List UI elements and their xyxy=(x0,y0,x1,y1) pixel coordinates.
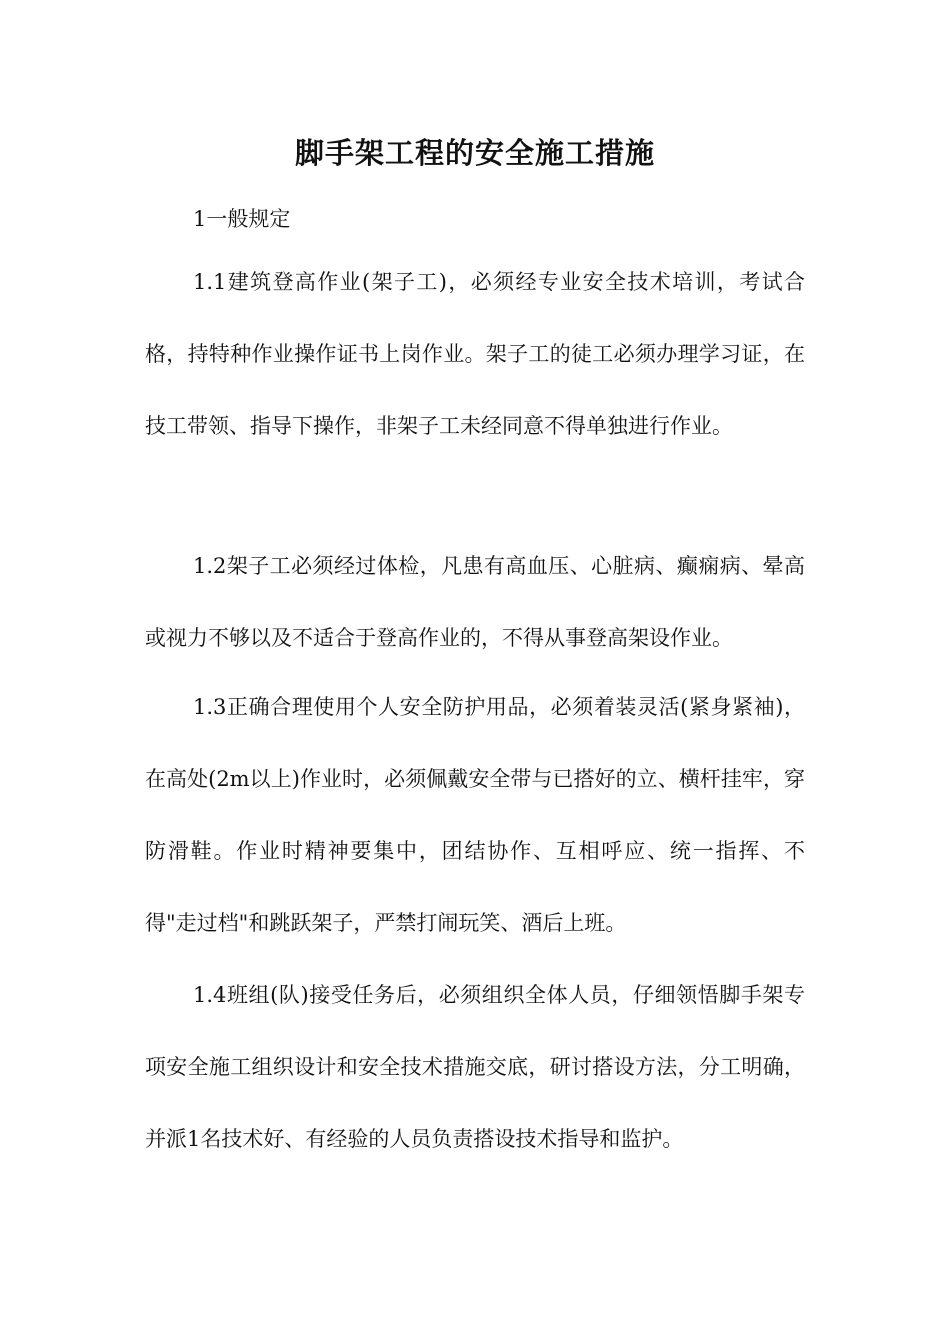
paragraph-1-3: 1.3正确合理使用个人安全防护用品，必须着装灵活(紧身紧袖)，在高处(2m以上)作业时，必须佩戴安全带与已搭好的立、横杆挂牢，穿防滑鞋。作业时精神要集中，团结协作、互相呼应、统一指挥、不得"走过档"和跳跃架子，严禁打闹玩笑、酒后上班。 xyxy=(145,695,805,935)
paragraph-1-2: 1.2架子工必须经过体检，凡患有高血压、心脏病、癫痫病、晕高或视力不够以及不适合于登高作业的，不得从事登高架设作业。 xyxy=(145,554,805,650)
document-title: 脚手架工程的安全施工措施 xyxy=(294,136,655,170)
paragraph-1-4: 1.4班组(队)接受任务后，必须组织全体人员，仔细领悟脚手架专项安全施工组织设计和安全技术措施交底，研讨搭设方法，分工明确，并派1名技术好、有经验的人员负责搭设技术指导和监护。 xyxy=(145,983,805,1151)
section-heading: 1一般规定 xyxy=(193,207,291,231)
paragraph-1-1: 1.1建筑登高作业(架子工)，必须经专业安全技术培训，考试合格，持特种作业操作证书上岗作业。架子工的徒工必须办理学习证，在技工带领、指导下操作，非架子工未经同意不得单独进行作业。 xyxy=(145,270,805,438)
